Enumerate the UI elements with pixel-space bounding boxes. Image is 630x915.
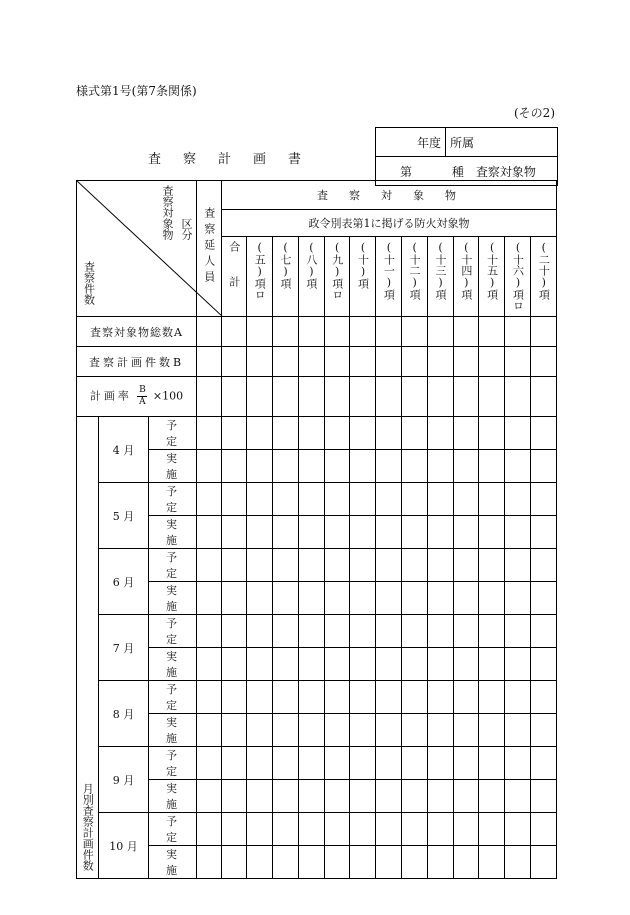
input-cell[interactable] bbox=[298, 681, 324, 714]
input-cell[interactable] bbox=[272, 813, 298, 846]
input-cell[interactable] bbox=[427, 714, 453, 747]
input-cell[interactable] bbox=[222, 417, 247, 450]
input-cell[interactable] bbox=[531, 483, 557, 516]
input-cell[interactable] bbox=[222, 681, 247, 714]
input-cell[interactable] bbox=[222, 813, 247, 846]
input-cell[interactable] bbox=[272, 648, 298, 681]
input-cell[interactable] bbox=[272, 450, 298, 483]
input-cell[interactable] bbox=[376, 681, 402, 714]
input-cell[interactable] bbox=[272, 377, 298, 417]
input-cell[interactable] bbox=[350, 582, 376, 615]
input-cell[interactable] bbox=[247, 417, 273, 450]
input-cell[interactable] bbox=[376, 317, 402, 347]
input-cell[interactable] bbox=[197, 549, 222, 582]
input-cell[interactable] bbox=[427, 615, 453, 648]
input-cell[interactable] bbox=[272, 317, 298, 347]
input-cell[interactable] bbox=[272, 747, 298, 780]
input-cell[interactable] bbox=[376, 417, 402, 450]
column-header-11: (十六)項ロ bbox=[505, 237, 531, 317]
input-cell[interactable] bbox=[376, 483, 402, 516]
input-cell[interactable] bbox=[376, 582, 402, 615]
input-cell[interactable] bbox=[479, 714, 505, 747]
input-cell[interactable] bbox=[298, 347, 324, 377]
input-cell[interactable] bbox=[479, 347, 505, 377]
input-cell[interactable] bbox=[505, 846, 531, 879]
input-cell[interactable] bbox=[324, 450, 350, 483]
input-cell[interactable] bbox=[324, 846, 350, 879]
input-cell[interactable] bbox=[453, 846, 479, 879]
input-cell[interactable] bbox=[453, 347, 479, 377]
affiliation-cell[interactable] bbox=[446, 128, 558, 157]
input-cell[interactable] bbox=[222, 317, 247, 347]
month-label: 5 月 bbox=[99, 483, 149, 549]
done-label: 実施 bbox=[149, 582, 197, 615]
input-cell[interactable] bbox=[247, 846, 273, 879]
plan-label: 予定 bbox=[149, 549, 197, 582]
input-cell[interactable] bbox=[247, 377, 273, 417]
input-cell[interactable] bbox=[479, 450, 505, 483]
input-cell[interactable] bbox=[247, 450, 273, 483]
input-cell[interactable] bbox=[401, 648, 427, 681]
input-cell[interactable] bbox=[298, 747, 324, 780]
input-cell[interactable] bbox=[350, 846, 376, 879]
input-cell[interactable] bbox=[247, 549, 273, 582]
input-cell[interactable] bbox=[197, 813, 222, 846]
month-label: 10 月 bbox=[99, 813, 149, 879]
input-cell[interactable] bbox=[401, 582, 427, 615]
input-cell[interactable] bbox=[350, 681, 376, 714]
input-cell[interactable] bbox=[427, 780, 453, 813]
input-cell[interactable] bbox=[197, 582, 222, 615]
input-cell[interactable] bbox=[401, 813, 427, 846]
input-cell[interactable] bbox=[505, 582, 531, 615]
input-cell[interactable] bbox=[401, 681, 427, 714]
input-cell[interactable] bbox=[197, 317, 222, 347]
monthly-label-cell: 月別査察計画件数 bbox=[77, 417, 99, 879]
input-cell[interactable] bbox=[427, 846, 453, 879]
input-cell[interactable] bbox=[531, 417, 557, 450]
input-cell[interactable] bbox=[298, 648, 324, 681]
input-cell[interactable] bbox=[479, 582, 505, 615]
input-cell[interactable] bbox=[350, 780, 376, 813]
plan-label: 予定 bbox=[149, 417, 197, 450]
input-cell[interactable] bbox=[401, 846, 427, 879]
input-cell[interactable] bbox=[222, 846, 247, 879]
input-cell[interactable] bbox=[453, 648, 479, 681]
input-cell[interactable] bbox=[247, 483, 273, 516]
done-label: 実施 bbox=[149, 450, 197, 483]
input-cell[interactable] bbox=[247, 317, 273, 347]
input-cell[interactable] bbox=[453, 582, 479, 615]
input-cell[interactable] bbox=[531, 549, 557, 582]
input-cell[interactable] bbox=[350, 450, 376, 483]
input-cell[interactable] bbox=[197, 714, 222, 747]
input-cell[interactable] bbox=[247, 747, 273, 780]
input-cell[interactable] bbox=[324, 347, 350, 377]
input-cell[interactable] bbox=[298, 377, 324, 417]
input-cell[interactable] bbox=[272, 615, 298, 648]
input-cell[interactable] bbox=[247, 582, 273, 615]
input-cell[interactable] bbox=[197, 483, 222, 516]
input-cell[interactable] bbox=[272, 714, 298, 747]
input-cell[interactable] bbox=[272, 549, 298, 582]
input-cell[interactable] bbox=[197, 780, 222, 813]
input-cell[interactable] bbox=[272, 516, 298, 549]
input-cell[interactable] bbox=[505, 549, 531, 582]
input-cell[interactable] bbox=[247, 347, 273, 377]
input-cell[interactable] bbox=[376, 846, 402, 879]
input-cell[interactable] bbox=[247, 516, 273, 549]
plan-label: 予定 bbox=[149, 813, 197, 846]
input-cell[interactable] bbox=[401, 450, 427, 483]
inspection-targets-header: 査 察 対 象 物 bbox=[222, 181, 557, 210]
input-cell[interactable] bbox=[427, 483, 453, 516]
input-cell[interactable] bbox=[401, 714, 427, 747]
input-cell[interactable] bbox=[401, 780, 427, 813]
input-cell[interactable] bbox=[453, 516, 479, 549]
diagonal-line bbox=[77, 181, 223, 317]
month-label: 8 月 bbox=[99, 681, 149, 747]
input-cell[interactable] bbox=[272, 347, 298, 377]
input-cell[interactable] bbox=[324, 516, 350, 549]
input-cell[interactable] bbox=[350, 714, 376, 747]
type-label: 種 査察対象物 bbox=[451, 164, 536, 179]
input-cell[interactable] bbox=[531, 377, 557, 417]
input-cell[interactable] bbox=[247, 681, 273, 714]
input-cell[interactable] bbox=[401, 615, 427, 648]
input-cell[interactable] bbox=[401, 377, 427, 417]
inspection-staff-header: 査察延人員 bbox=[197, 181, 222, 317]
total-header: 合計 bbox=[222, 237, 247, 317]
input-cell[interactable] bbox=[324, 483, 350, 516]
column-header-3: (八)項 bbox=[298, 237, 324, 317]
input-cell[interactable] bbox=[324, 813, 350, 846]
input-cell[interactable] bbox=[479, 377, 505, 417]
input-cell[interactable] bbox=[531, 347, 557, 377]
input-cell[interactable] bbox=[350, 417, 376, 450]
input-cell[interactable] bbox=[272, 780, 298, 813]
input-cell[interactable] bbox=[222, 483, 247, 516]
fire-prevention-header: 政令別表第1に掲げる防火対象物 bbox=[222, 210, 557, 237]
input-cell[interactable] bbox=[197, 417, 222, 450]
input-cell[interactable] bbox=[401, 347, 427, 377]
input-cell[interactable] bbox=[350, 516, 376, 549]
input-cell[interactable] bbox=[479, 417, 505, 450]
diagonal-top-labels bbox=[161, 185, 192, 243]
month-label: 7 月 bbox=[99, 615, 149, 681]
input-cell[interactable] bbox=[531, 450, 557, 483]
input-cell[interactable] bbox=[427, 377, 453, 417]
plan-label: 予定 bbox=[149, 483, 197, 516]
input-cell[interactable] bbox=[272, 681, 298, 714]
input-cell[interactable] bbox=[505, 648, 531, 681]
rate-fraction: $\frac{B}{A}$ bbox=[139, 385, 146, 407]
input-cell[interactable] bbox=[298, 549, 324, 582]
column-header-1: (五)項ロ bbox=[247, 237, 273, 317]
input-cell[interactable] bbox=[453, 549, 479, 582]
input-cell[interactable] bbox=[479, 747, 505, 780]
plan-label: 予定 bbox=[149, 747, 197, 780]
input-cell[interactable] bbox=[479, 648, 505, 681]
input-cell[interactable] bbox=[350, 549, 376, 582]
input-cell[interactable] bbox=[505, 747, 531, 780]
month-label: 6 月 bbox=[99, 549, 149, 615]
input-cell[interactable] bbox=[247, 780, 273, 813]
plan-label: 予定 bbox=[149, 615, 197, 648]
input-cell[interactable] bbox=[479, 846, 505, 879]
input-cell[interactable] bbox=[531, 714, 557, 747]
input-cell[interactable] bbox=[324, 582, 350, 615]
input-cell[interactable] bbox=[298, 483, 324, 516]
inspection-plan-table bbox=[76, 180, 557, 879]
input-cell[interactable] bbox=[376, 347, 402, 377]
diagonal-header-cell bbox=[77, 181, 197, 317]
input-cell[interactable] bbox=[427, 347, 453, 377]
input-cell[interactable] bbox=[453, 450, 479, 483]
input-cell[interactable] bbox=[376, 813, 402, 846]
input-cell[interactable] bbox=[324, 615, 350, 648]
input-cell[interactable] bbox=[272, 582, 298, 615]
input-cell[interactable] bbox=[376, 648, 402, 681]
input-cell[interactable] bbox=[531, 516, 557, 549]
input-cell[interactable] bbox=[401, 483, 427, 516]
info-box bbox=[375, 127, 558, 186]
input-cell[interactable] bbox=[453, 714, 479, 747]
input-cell[interactable] bbox=[427, 417, 453, 450]
input-cell[interactable] bbox=[298, 615, 324, 648]
input-cell[interactable] bbox=[453, 780, 479, 813]
input-cell[interactable] bbox=[505, 417, 531, 450]
input-cell[interactable] bbox=[376, 450, 402, 483]
input-cell[interactable] bbox=[324, 648, 350, 681]
sheet-number: (その2) bbox=[514, 106, 555, 120]
input-cell[interactable] bbox=[479, 549, 505, 582]
input-cell[interactable] bbox=[531, 317, 557, 347]
input-cell[interactable] bbox=[531, 681, 557, 714]
input-cell[interactable] bbox=[531, 846, 557, 879]
form-number: 様式第1号(第7条関係) bbox=[76, 84, 197, 98]
input-cell[interactable] bbox=[505, 780, 531, 813]
input-cell[interactable] bbox=[298, 714, 324, 747]
column-header-10: (十五)項 bbox=[479, 237, 505, 317]
input-cell[interactable] bbox=[453, 483, 479, 516]
input-cell[interactable] bbox=[479, 813, 505, 846]
input-cell[interactable] bbox=[324, 417, 350, 450]
input-cell[interactable] bbox=[427, 317, 453, 347]
input-cell[interactable] bbox=[222, 377, 247, 417]
input-cell[interactable] bbox=[401, 417, 427, 450]
input-cell[interactable] bbox=[505, 483, 531, 516]
input-cell[interactable] bbox=[505, 450, 531, 483]
column-header-12: (二十)項 bbox=[531, 237, 557, 317]
input-cell[interactable] bbox=[197, 377, 222, 417]
input-cell[interactable] bbox=[272, 846, 298, 879]
input-cell[interactable] bbox=[197, 747, 222, 780]
input-cell[interactable] bbox=[401, 317, 427, 347]
diagonal-bottom-label bbox=[83, 261, 95, 308]
input-cell[interactable] bbox=[479, 483, 505, 516]
input-cell[interactable] bbox=[531, 780, 557, 813]
done-label: 実施 bbox=[149, 780, 197, 813]
input-cell[interactable] bbox=[350, 377, 376, 417]
row-plan-rate-label: 計画率 $\frac{B}{A}$ ×100 bbox=[77, 377, 197, 417]
input-cell[interactable] bbox=[197, 450, 222, 483]
input-cell[interactable] bbox=[350, 615, 376, 648]
input-cell[interactable] bbox=[453, 615, 479, 648]
input-cell[interactable] bbox=[505, 377, 531, 417]
input-cell[interactable] bbox=[324, 780, 350, 813]
input-cell[interactable] bbox=[222, 615, 247, 648]
input-cell[interactable] bbox=[222, 714, 247, 747]
affiliation-label: 所属 bbox=[450, 135, 475, 150]
done-label: 実施 bbox=[149, 516, 197, 549]
month-label: 9 月 bbox=[99, 747, 149, 813]
input-cell[interactable] bbox=[427, 681, 453, 714]
input-cell[interactable] bbox=[453, 377, 479, 417]
dai-label: 第 bbox=[400, 164, 413, 179]
input-cell[interactable] bbox=[427, 813, 453, 846]
input-cell[interactable] bbox=[222, 347, 247, 377]
column-header-8: (十三)項 bbox=[427, 237, 453, 317]
year-label: 年度 bbox=[376, 128, 446, 157]
input-cell[interactable] bbox=[247, 813, 273, 846]
input-cell[interactable] bbox=[453, 417, 479, 450]
input-cell[interactable] bbox=[222, 780, 247, 813]
input-cell[interactable] bbox=[479, 516, 505, 549]
input-cell[interactable] bbox=[401, 747, 427, 780]
input-cell[interactable] bbox=[505, 714, 531, 747]
row-plan-count-label: 査察計画件数B bbox=[77, 347, 197, 377]
input-cell[interactable] bbox=[376, 747, 402, 780]
input-cell[interactable] bbox=[453, 681, 479, 714]
row-total-targets-label: 査察対象物総数A bbox=[77, 317, 197, 347]
input-cell[interactable] bbox=[197, 516, 222, 549]
input-cell[interactable] bbox=[505, 615, 531, 648]
label-target: 査察対象物 bbox=[160, 185, 174, 240]
input-cell[interactable] bbox=[427, 582, 453, 615]
input-cell[interactable] bbox=[350, 813, 376, 846]
done-label: 実施 bbox=[149, 648, 197, 681]
input-cell[interactable] bbox=[505, 681, 531, 714]
input-cell[interactable] bbox=[222, 549, 247, 582]
input-cell[interactable] bbox=[222, 516, 247, 549]
input-cell[interactable] bbox=[479, 615, 505, 648]
input-cell[interactable] bbox=[401, 549, 427, 582]
input-cell[interactable] bbox=[505, 317, 531, 347]
input-cell[interactable] bbox=[427, 450, 453, 483]
column-header-9: (十四)項 bbox=[453, 237, 479, 317]
input-cell[interactable] bbox=[453, 747, 479, 780]
input-cell[interactable] bbox=[453, 813, 479, 846]
input-cell[interactable] bbox=[427, 747, 453, 780]
input-cell[interactable] bbox=[197, 681, 222, 714]
input-cell[interactable] bbox=[298, 516, 324, 549]
input-cell[interactable] bbox=[298, 780, 324, 813]
input-cell[interactable] bbox=[324, 747, 350, 780]
input-cell[interactable] bbox=[376, 714, 402, 747]
input-cell[interactable] bbox=[350, 483, 376, 516]
input-cell[interactable] bbox=[427, 648, 453, 681]
label-kubun: 区分 bbox=[180, 218, 194, 240]
input-cell[interactable] bbox=[324, 714, 350, 747]
input-cell[interactable] bbox=[197, 846, 222, 879]
input-cell[interactable] bbox=[298, 846, 324, 879]
input-cell[interactable] bbox=[505, 516, 531, 549]
input-cell[interactable] bbox=[247, 648, 273, 681]
input-cell[interactable] bbox=[272, 417, 298, 450]
input-cell[interactable] bbox=[222, 450, 247, 483]
input-cell[interactable] bbox=[197, 615, 222, 648]
input-cell[interactable] bbox=[350, 747, 376, 780]
input-cell[interactable] bbox=[376, 377, 402, 417]
input-cell[interactable] bbox=[222, 582, 247, 615]
input-cell[interactable] bbox=[247, 714, 273, 747]
month-label: 4 月 bbox=[99, 417, 149, 483]
input-cell[interactable] bbox=[505, 347, 531, 377]
input-cell[interactable] bbox=[350, 648, 376, 681]
input-cell[interactable] bbox=[505, 813, 531, 846]
input-cell[interactable] bbox=[247, 615, 273, 648]
input-cell[interactable] bbox=[298, 417, 324, 450]
input-cell[interactable] bbox=[222, 747, 247, 780]
document-title: 査察計画書 bbox=[148, 152, 324, 167]
input-cell[interactable] bbox=[531, 582, 557, 615]
input-cell[interactable] bbox=[376, 780, 402, 813]
column-header-5: (十)項 bbox=[350, 237, 376, 317]
input-cell[interactable] bbox=[376, 615, 402, 648]
input-cell[interactable] bbox=[531, 615, 557, 648]
input-cell[interactable] bbox=[324, 317, 350, 347]
input-cell[interactable] bbox=[479, 317, 505, 347]
input-cell[interactable] bbox=[272, 483, 298, 516]
input-cell[interactable] bbox=[427, 549, 453, 582]
input-cell[interactable] bbox=[324, 549, 350, 582]
input-cell[interactable] bbox=[453, 317, 479, 347]
input-cell[interactable] bbox=[350, 347, 376, 377]
input-cell[interactable] bbox=[324, 377, 350, 417]
input-cell[interactable] bbox=[197, 648, 222, 681]
input-cell[interactable] bbox=[427, 516, 453, 549]
done-label: 実施 bbox=[149, 714, 197, 747]
input-cell[interactable] bbox=[479, 681, 505, 714]
input-cell[interactable] bbox=[350, 317, 376, 347]
input-cell[interactable] bbox=[298, 317, 324, 347]
done-label: 実施 bbox=[149, 846, 197, 879]
column-header-2: (七)項 bbox=[272, 237, 298, 317]
input-cell[interactable] bbox=[531, 648, 557, 681]
input-cell[interactable] bbox=[376, 516, 402, 549]
input-cell[interactable] bbox=[197, 347, 222, 377]
column-header-4: (九)項ロ bbox=[324, 237, 350, 317]
input-cell[interactable] bbox=[222, 648, 247, 681]
input-cell[interactable] bbox=[401, 516, 427, 549]
plan-label: 予定 bbox=[149, 681, 197, 714]
column-header-7: (十二)項 bbox=[401, 237, 427, 317]
input-cell[interactable] bbox=[298, 813, 324, 846]
column-header-6: (十一)項 bbox=[376, 237, 402, 317]
label-inspection-count: 査察件数 bbox=[82, 261, 96, 305]
input-cell[interactable] bbox=[479, 780, 505, 813]
input-cell[interactable] bbox=[531, 813, 557, 846]
input-cell[interactable] bbox=[298, 582, 324, 615]
input-cell[interactable] bbox=[531, 747, 557, 780]
input-cell[interactable] bbox=[324, 681, 350, 714]
input-cell[interactable] bbox=[376, 549, 402, 582]
input-cell[interactable] bbox=[298, 450, 324, 483]
